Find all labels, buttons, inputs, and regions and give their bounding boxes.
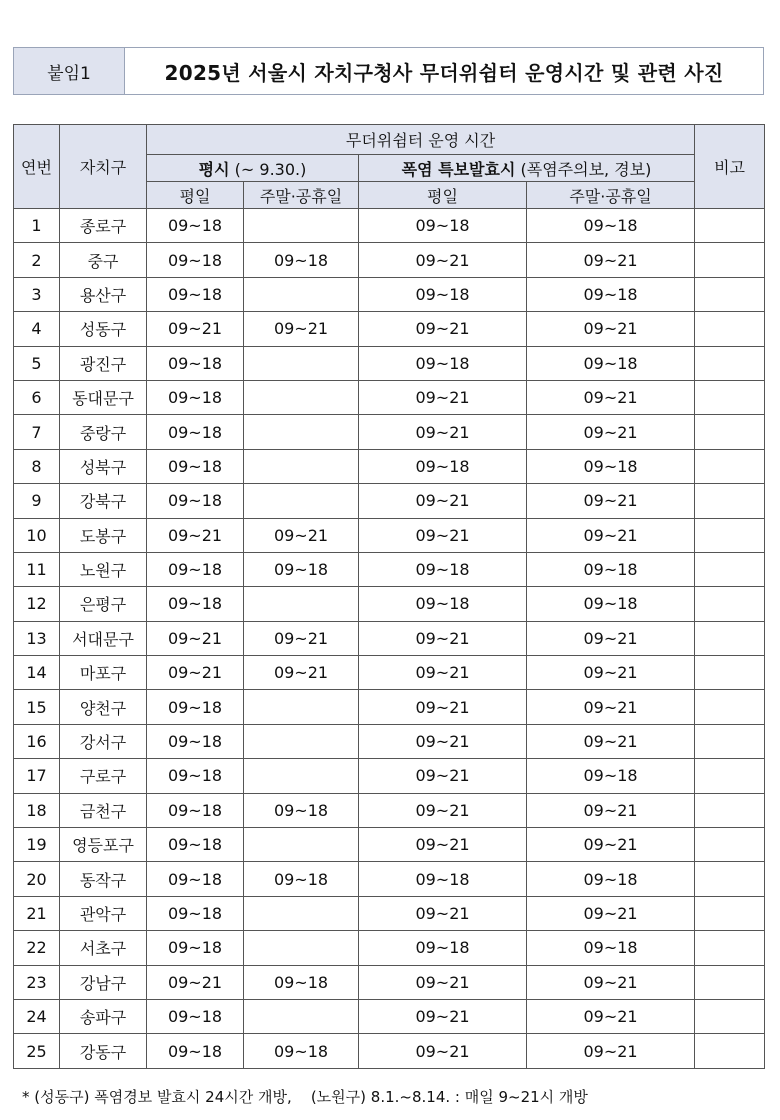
cell-note bbox=[695, 312, 765, 346]
cell-no: 3 bbox=[14, 277, 60, 311]
cell-note bbox=[695, 484, 765, 518]
cell-normal-weekend bbox=[244, 484, 359, 518]
header-alert-condition: (폭염주의보, 경보) bbox=[515, 159, 652, 179]
cell-alert-weekday: 09~18 bbox=[359, 931, 527, 965]
cell-alert-weekday: 09~18 bbox=[359, 277, 527, 311]
cell-normal-weekend bbox=[244, 896, 359, 930]
cell-normal-weekday: 09~18 bbox=[147, 484, 244, 518]
cell-alert-weekend: 09~21 bbox=[527, 896, 695, 930]
cell-district: 서초구 bbox=[60, 931, 147, 965]
table-row bbox=[14, 380, 765, 414]
cell-normal-weekend bbox=[244, 759, 359, 793]
cell-note bbox=[695, 209, 765, 243]
cell-note bbox=[695, 828, 765, 862]
cell-district: 구로구 bbox=[60, 759, 147, 793]
cell-no: 12 bbox=[14, 587, 60, 621]
cell-no: 4 bbox=[14, 312, 60, 346]
cell-alert-weekday: 09~21 bbox=[359, 518, 527, 552]
cell-alert-weekend: 09~21 bbox=[527, 484, 695, 518]
cell-no: 8 bbox=[14, 449, 60, 483]
cell-alert-weekday: 09~21 bbox=[359, 828, 527, 862]
footnote: * (성동구) 폭염경보 발효시 24시간 개방, (노원구) 8.1.~8.14. : 매일 9~21시 개방 bbox=[22, 1088, 588, 1106]
table-row bbox=[14, 999, 765, 1033]
table-row bbox=[14, 965, 765, 999]
cell-normal-weekend bbox=[244, 380, 359, 414]
cell-no: 25 bbox=[14, 1034, 60, 1068]
cell-normal-weekend bbox=[244, 690, 359, 724]
cell-note bbox=[695, 518, 765, 552]
cell-normal-weekend bbox=[244, 931, 359, 965]
cell-note bbox=[695, 965, 765, 999]
cell-alert-weekday: 09~18 bbox=[359, 552, 527, 586]
table-row bbox=[14, 209, 765, 243]
table-row bbox=[14, 828, 765, 862]
cell-no: 13 bbox=[14, 621, 60, 655]
table-row bbox=[14, 518, 765, 552]
cell-district: 강서구 bbox=[60, 724, 147, 758]
cell-alert-weekday: 09~21 bbox=[359, 896, 527, 930]
cell-no: 6 bbox=[14, 380, 60, 414]
cell-alert-weekend: 09~18 bbox=[527, 862, 695, 896]
cell-normal-weekday: 09~18 bbox=[147, 724, 244, 758]
cell-alert-weekend: 09~21 bbox=[527, 415, 695, 449]
cell-note bbox=[695, 380, 765, 414]
cell-alert-weekday: 09~21 bbox=[359, 656, 527, 690]
cell-note bbox=[695, 793, 765, 827]
cell-no: 11 bbox=[14, 552, 60, 586]
cell-district: 금천구 bbox=[60, 793, 147, 827]
cell-normal-weekday: 09~18 bbox=[147, 793, 244, 827]
cell-district: 도봉구 bbox=[60, 518, 147, 552]
cell-alert-weekend: 09~18 bbox=[527, 552, 695, 586]
cell-note bbox=[695, 415, 765, 449]
cell-normal-weekend: 09~21 bbox=[244, 621, 359, 655]
cell-alert-weekday: 09~21 bbox=[359, 724, 527, 758]
cell-district: 마포구 bbox=[60, 656, 147, 690]
cell-alert-weekend: 09~21 bbox=[527, 380, 695, 414]
cell-normal-weekend: 09~18 bbox=[244, 965, 359, 999]
cell-normal-weekday: 09~18 bbox=[147, 277, 244, 311]
cell-alert-weekend: 09~21 bbox=[527, 656, 695, 690]
table-row bbox=[14, 724, 765, 758]
cell-alert-weekday: 09~18 bbox=[359, 346, 527, 380]
cell-alert-weekday: 09~18 bbox=[359, 449, 527, 483]
cell-note bbox=[695, 999, 765, 1033]
table-row bbox=[14, 346, 765, 380]
cell-normal-weekday: 09~18 bbox=[147, 243, 244, 277]
header-alert-weekend: 주말·공휴일 bbox=[527, 182, 695, 209]
cell-normal-weekend: 09~21 bbox=[244, 312, 359, 346]
cell-normal-weekday: 09~21 bbox=[147, 312, 244, 346]
cell-district: 종로구 bbox=[60, 209, 147, 243]
table-row bbox=[14, 277, 765, 311]
shelter-hours-table bbox=[13, 124, 765, 1069]
cell-normal-weekend: 09~21 bbox=[244, 518, 359, 552]
cell-district: 은평구 bbox=[60, 587, 147, 621]
cell-no: 19 bbox=[14, 828, 60, 862]
cell-district: 양천구 bbox=[60, 690, 147, 724]
table-row bbox=[14, 621, 765, 655]
cell-district: 송파구 bbox=[60, 999, 147, 1033]
cell-note bbox=[695, 346, 765, 380]
cell-normal-weekday: 09~18 bbox=[147, 931, 244, 965]
cell-district: 성북구 bbox=[60, 449, 147, 483]
table-row bbox=[14, 862, 765, 896]
cell-no: 1 bbox=[14, 209, 60, 243]
table-row bbox=[14, 243, 765, 277]
cell-no: 2 bbox=[14, 243, 60, 277]
cell-alert-weekend: 09~21 bbox=[527, 312, 695, 346]
header-hours-group: 무더위쉼터 운영 시간 bbox=[147, 125, 695, 155]
cell-note bbox=[695, 862, 765, 896]
cell-alert-weekend: 09~21 bbox=[527, 965, 695, 999]
cell-note bbox=[695, 724, 765, 758]
title-box bbox=[13, 47, 764, 95]
cell-alert-weekend: 09~18 bbox=[527, 759, 695, 793]
cell-normal-weekday: 09~18 bbox=[147, 380, 244, 414]
cell-normal-weekday: 09~18 bbox=[147, 209, 244, 243]
cell-alert-weekend: 09~18 bbox=[527, 277, 695, 311]
cell-alert-weekend: 09~18 bbox=[527, 931, 695, 965]
cell-note bbox=[695, 931, 765, 965]
header-note: 비고 bbox=[695, 125, 765, 209]
cell-note bbox=[695, 1034, 765, 1068]
cell-note bbox=[695, 896, 765, 930]
cell-district: 동대문구 bbox=[60, 380, 147, 414]
cell-normal-weekday: 09~18 bbox=[147, 690, 244, 724]
cell-normal-weekend bbox=[244, 346, 359, 380]
cell-note bbox=[695, 243, 765, 277]
header-normal-group bbox=[147, 155, 359, 182]
cell-district: 관악구 bbox=[60, 896, 147, 930]
table-row bbox=[14, 484, 765, 518]
cell-alert-weekday: 09~18 bbox=[359, 587, 527, 621]
cell-note bbox=[695, 621, 765, 655]
cell-normal-weekday: 09~18 bbox=[147, 415, 244, 449]
table-body bbox=[14, 209, 765, 1069]
cell-alert-weekday: 09~21 bbox=[359, 415, 527, 449]
header-normal-label: 평시 bbox=[198, 159, 230, 179]
cell-normal-weekday: 09~18 bbox=[147, 1034, 244, 1068]
cell-normal-weekday: 09~21 bbox=[147, 621, 244, 655]
cell-district: 서대문구 bbox=[60, 621, 147, 655]
cell-alert-weekday: 09~18 bbox=[359, 862, 527, 896]
cell-normal-weekday: 09~18 bbox=[147, 552, 244, 586]
cell-normal-weekday: 09~18 bbox=[147, 587, 244, 621]
cell-district: 중구 bbox=[60, 243, 147, 277]
cell-note bbox=[695, 552, 765, 586]
cell-normal-weekend: 09~18 bbox=[244, 552, 359, 586]
table-row bbox=[14, 690, 765, 724]
cell-alert-weekend: 09~21 bbox=[527, 243, 695, 277]
table-row bbox=[14, 312, 765, 346]
cell-alert-weekday: 09~21 bbox=[359, 690, 527, 724]
cell-no: 14 bbox=[14, 656, 60, 690]
header-alert-label: 폭염 특보발효시 bbox=[401, 159, 516, 179]
header-alert-group bbox=[359, 155, 695, 182]
table-row bbox=[14, 449, 765, 483]
cell-normal-weekend bbox=[244, 587, 359, 621]
table-row bbox=[14, 587, 765, 621]
cell-no: 23 bbox=[14, 965, 60, 999]
cell-note bbox=[695, 449, 765, 483]
header-alert-weekday: 평일 bbox=[359, 182, 527, 209]
cell-no: 5 bbox=[14, 346, 60, 380]
cell-normal-weekend: 09~21 bbox=[244, 656, 359, 690]
cell-alert-weekend: 09~21 bbox=[527, 828, 695, 862]
cell-normal-weekend bbox=[244, 724, 359, 758]
table-row bbox=[14, 415, 765, 449]
cell-alert-weekend: 09~21 bbox=[527, 1034, 695, 1068]
cell-no: 24 bbox=[14, 999, 60, 1033]
cell-district: 중랑구 bbox=[60, 415, 147, 449]
cell-district: 강남구 bbox=[60, 965, 147, 999]
cell-normal-weekday: 09~18 bbox=[147, 346, 244, 380]
cell-no: 9 bbox=[14, 484, 60, 518]
header-normal-weekday: 평일 bbox=[147, 182, 244, 209]
cell-alert-weekend: 09~18 bbox=[527, 449, 695, 483]
header-normal-weekend: 주말·공휴일 bbox=[244, 182, 359, 209]
cell-alert-weekday: 09~21 bbox=[359, 1034, 527, 1068]
cell-alert-weekday: 09~21 bbox=[359, 621, 527, 655]
table-row bbox=[14, 759, 765, 793]
cell-note bbox=[695, 759, 765, 793]
cell-district: 영등포구 bbox=[60, 828, 147, 862]
cell-normal-weekend bbox=[244, 415, 359, 449]
cell-alert-weekday: 09~21 bbox=[359, 965, 527, 999]
cell-normal-weekday: 09~18 bbox=[147, 999, 244, 1033]
cell-normal-weekend bbox=[244, 999, 359, 1033]
cell-normal-weekend bbox=[244, 277, 359, 311]
cell-normal-weekday: 09~18 bbox=[147, 759, 244, 793]
cell-normal-weekend: 09~18 bbox=[244, 243, 359, 277]
cell-normal-weekday: 09~21 bbox=[147, 656, 244, 690]
cell-alert-weekend: 09~21 bbox=[527, 724, 695, 758]
cell-no: 20 bbox=[14, 862, 60, 896]
cell-district: 용산구 bbox=[60, 277, 147, 311]
cell-alert-weekend: 09~21 bbox=[527, 690, 695, 724]
header-normal-period: (~ 9.30.) bbox=[229, 159, 307, 179]
cell-no: 10 bbox=[14, 518, 60, 552]
cell-normal-weekend: 09~18 bbox=[244, 793, 359, 827]
table-row bbox=[14, 1034, 765, 1068]
cell-alert-weekday: 09~21 bbox=[359, 759, 527, 793]
attachment-badge: 붙임1 bbox=[14, 48, 125, 94]
cell-alert-weekday: 09~21 bbox=[359, 999, 527, 1033]
cell-no: 7 bbox=[14, 415, 60, 449]
cell-no: 18 bbox=[14, 793, 60, 827]
cell-alert-weekend: 09~21 bbox=[527, 793, 695, 827]
cell-alert-weekday: 09~21 bbox=[359, 793, 527, 827]
cell-normal-weekday: 09~18 bbox=[147, 862, 244, 896]
cell-alert-weekday: 09~21 bbox=[359, 380, 527, 414]
cell-normal-weekday: 09~21 bbox=[147, 965, 244, 999]
table-row bbox=[14, 656, 765, 690]
cell-district: 광진구 bbox=[60, 346, 147, 380]
cell-note bbox=[695, 690, 765, 724]
cell-district: 강북구 bbox=[60, 484, 147, 518]
cell-alert-weekend: 09~21 bbox=[527, 518, 695, 552]
cell-alert-weekend: 09~18 bbox=[527, 346, 695, 380]
cell-alert-weekend: 09~21 bbox=[527, 999, 695, 1033]
cell-normal-weekday: 09~18 bbox=[147, 828, 244, 862]
cell-district: 성동구 bbox=[60, 312, 147, 346]
cell-normal-weekend bbox=[244, 449, 359, 483]
cell-alert-weekday: 09~18 bbox=[359, 209, 527, 243]
cell-no: 17 bbox=[14, 759, 60, 793]
cell-alert-weekday: 09~21 bbox=[359, 243, 527, 277]
table-row bbox=[14, 931, 765, 965]
cell-no: 15 bbox=[14, 690, 60, 724]
header-district: 자치구 bbox=[60, 125, 147, 209]
cell-note bbox=[695, 277, 765, 311]
cell-note bbox=[695, 656, 765, 690]
cell-alert-weekday: 09~21 bbox=[359, 484, 527, 518]
cell-alert-weekend: 09~21 bbox=[527, 621, 695, 655]
cell-normal-weekend bbox=[244, 828, 359, 862]
table-row bbox=[14, 793, 765, 827]
cell-normal-weekday: 09~18 bbox=[147, 449, 244, 483]
cell-normal-weekend bbox=[244, 209, 359, 243]
table-row bbox=[14, 896, 765, 930]
table-row bbox=[14, 552, 765, 586]
cell-district: 동작구 bbox=[60, 862, 147, 896]
cell-normal-weekend: 09~18 bbox=[244, 1034, 359, 1068]
cell-normal-weekend: 09~18 bbox=[244, 862, 359, 896]
cell-note bbox=[695, 587, 765, 621]
header-no: 연번 bbox=[14, 125, 60, 209]
cell-alert-weekend: 09~18 bbox=[527, 587, 695, 621]
document-title: 2025년 서울시 자치구청사 무더위쉼터 운영시간 및 관련 사진 bbox=[164, 60, 724, 85]
cell-normal-weekday: 09~18 bbox=[147, 896, 244, 930]
cell-no: 21 bbox=[14, 896, 60, 930]
cell-alert-weekday: 09~21 bbox=[359, 312, 527, 346]
cell-alert-weekend: 09~18 bbox=[527, 209, 695, 243]
cell-no: 22 bbox=[14, 931, 60, 965]
cell-no: 16 bbox=[14, 724, 60, 758]
cell-normal-weekday: 09~21 bbox=[147, 518, 244, 552]
cell-district: 노원구 bbox=[60, 552, 147, 586]
cell-district: 강동구 bbox=[60, 1034, 147, 1068]
